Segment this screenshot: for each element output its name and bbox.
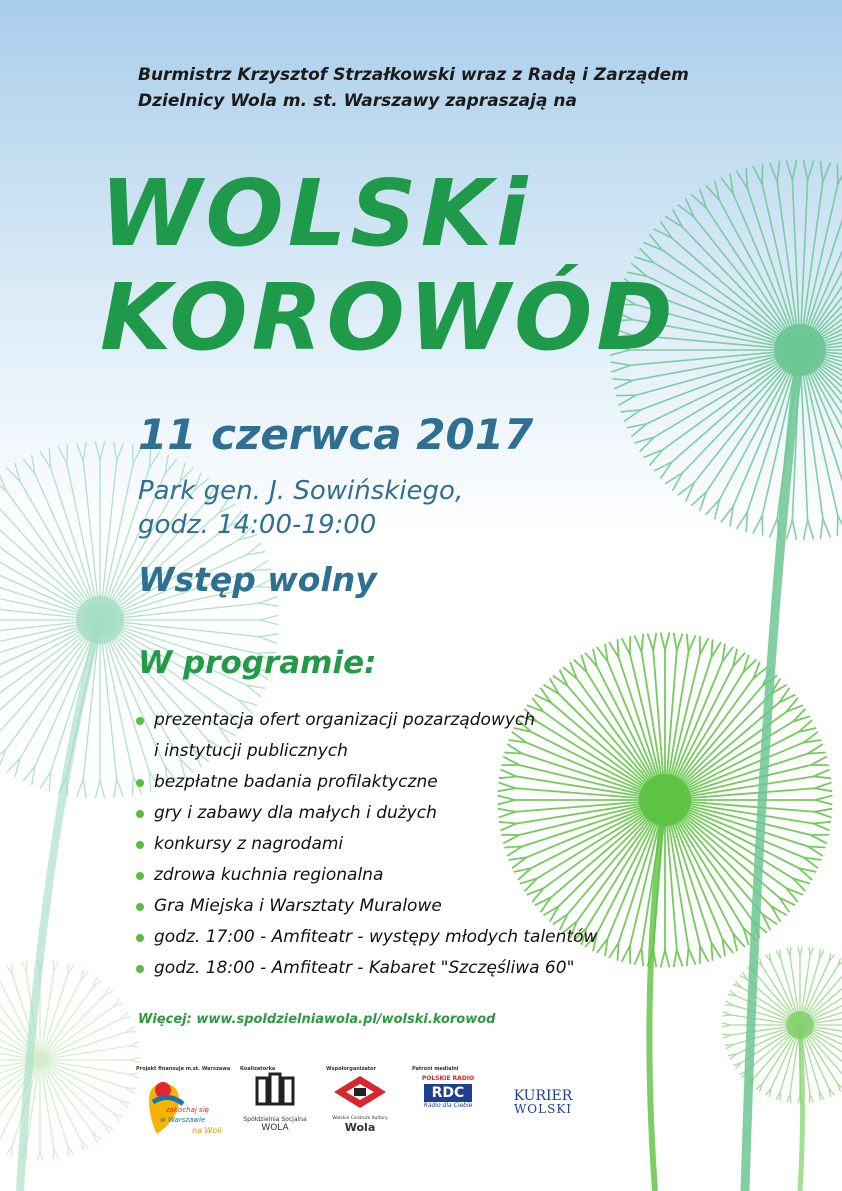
logo-kurier	[505, 1090, 581, 1115]
seed-tip	[622, 946, 630, 962]
program-item-text: zdrowa kuchnia regionalna	[154, 865, 384, 885]
seed-tip	[674, 633, 677, 651]
seed-tip	[813, 822, 831, 824]
seed-tip	[809, 947, 810, 955]
seed-tip	[634, 948, 641, 965]
seed-tip	[77, 443, 84, 461]
logo-caption: Koalizatorka	[240, 1066, 276, 1072]
seed-tip	[642, 634, 644, 652]
seed-tip	[723, 1035, 731, 1038]
seed-tip	[40, 1150, 43, 1160]
seed-tip	[259, 637, 277, 644]
seed-tip	[114, 779, 117, 798]
seed-tip	[815, 812, 832, 818]
bullet-icon	[136, 717, 144, 725]
event-title-line-2: KOROWÓD	[100, 264, 677, 371]
seed-tip	[823, 518, 831, 537]
seed-tip	[117, 443, 124, 461]
logo-caption: Projekt finansuje m.st. Warszawa	[136, 1066, 231, 1072]
seed-tip	[653, 633, 656, 651]
program-item	[136, 953, 597, 984]
program-item-continuation	[136, 736, 597, 767]
bullet-icon	[136, 779, 144, 787]
more-info-link[interactable]: Więcej: www.spoldzielniawola.pl/wolski.korowod	[138, 1012, 496, 1027]
seed-tip	[260, 620, 279, 625]
seed-ray	[35, 474, 100, 620]
seed-tip	[40, 772, 50, 788]
seed-tip	[700, 638, 708, 654]
dandelion-bottom-right	[722, 947, 842, 1103]
seed-tip	[22, 961, 26, 971]
seed-tip	[95, 780, 100, 799]
coordinator-name-2: WOLA	[261, 1123, 289, 1133]
event-date: 11 czerwca 2017	[138, 410, 534, 459]
program-item	[136, 829, 597, 860]
seed-tip	[661, 950, 665, 967]
seed-tip	[792, 520, 796, 540]
seed-tip	[614, 380, 633, 388]
seed-tip	[810, 1094, 813, 1102]
seed-tip	[820, 161, 822, 181]
seed-tip	[688, 948, 695, 965]
logo-financing	[136, 1066, 236, 1146]
seed-tip	[54, 961, 58, 971]
radio-top: POLSKIE RADIO	[421, 1075, 475, 1082]
seed-tip	[677, 633, 683, 650]
seed-tip	[688, 635, 695, 652]
seed-tip	[130, 1060, 140, 1063]
radio-name: RDC	[424, 1084, 473, 1102]
seed-ray	[40, 1060, 93, 1133]
seed-tip	[811, 835, 827, 843]
program-heading: W programie:	[138, 645, 377, 681]
event-title-line-1: WOLSKi	[100, 160, 532, 267]
seed-tip	[798, 947, 800, 955]
seed-tip	[642, 948, 644, 966]
seed-tip	[808, 846, 826, 847]
seed-tip	[622, 638, 630, 654]
place-line: Park gen. J. Sowińskiego,	[138, 476, 464, 506]
culture-center-logo-icon	[330, 1072, 390, 1112]
seed-tip	[54, 1149, 58, 1159]
seed-ray	[40, 987, 93, 1060]
cooperative-logo-icon	[253, 1072, 297, 1112]
seed-ray	[40, 1060, 68, 1146]
seed-tip	[700, 946, 708, 962]
bullet-icon	[136, 872, 144, 880]
seed-tip	[77, 779, 84, 797]
seed-tip	[815, 796, 832, 800]
seed-tip	[790, 1094, 791, 1102]
coorganizer-name-2: Wola	[344, 1121, 376, 1134]
logo-caption: Współorganizator	[326, 1066, 377, 1072]
financing-text-1: zakochaj się	[166, 1106, 209, 1114]
seed-tip	[665, 950, 669, 967]
seed-tip	[786, 520, 792, 540]
seed-ray	[40, 1007, 113, 1060]
seed-tip	[95, 441, 100, 460]
program-item-text: prezentacja ofert organizacji pozarządowych	[154, 710, 536, 730]
seed-tip	[49, 449, 50, 468]
seed-tip	[815, 809, 833, 812]
seed-tip	[53, 960, 54, 971]
bullet-icon	[136, 903, 144, 911]
seed-tip	[58, 446, 67, 463]
seed-ray	[40, 1060, 113, 1113]
radio-sub: Radio dla Ciebie	[423, 1102, 473, 1109]
program-item	[136, 860, 597, 891]
seed-tip	[68, 964, 69, 975]
seed-tip	[803, 160, 807, 180]
seed-tip	[132, 777, 133, 796]
seed-tip	[762, 164, 763, 184]
seed-tip	[260, 615, 279, 620]
seed-tip	[114, 442, 117, 461]
seed-tip	[815, 800, 832, 804]
seed-tip	[762, 516, 763, 536]
seed-ray	[40, 1060, 126, 1088]
seed-tip	[813, 769, 830, 776]
seed-tip	[83, 779, 86, 798]
seedhead-top-right	[774, 324, 826, 376]
seed-tip	[711, 639, 712, 657]
seed-tip	[617, 943, 618, 961]
logo-coorganizer	[326, 1066, 394, 1134]
seed-tip	[40, 452, 50, 468]
seed-tip	[259, 603, 278, 606]
seed-tip	[813, 823, 830, 830]
seed-tip	[823, 163, 831, 182]
seed-tip	[49, 772, 50, 791]
program-item-text: konkursy z nagrodami	[154, 834, 344, 854]
seed-tip	[837, 164, 838, 184]
seed-tip	[618, 395, 636, 405]
seed-tip	[687, 948, 689, 966]
seed-tip	[53, 1149, 54, 1160]
financing-text-3: na Woli	[192, 1126, 222, 1135]
seed-ray	[35, 620, 100, 766]
coorganizer-name-1: Wolskie Centrum Kultury	[332, 1116, 388, 1121]
seed-tip	[100, 441, 105, 460]
intro-text	[138, 62, 689, 114]
program-item	[136, 705, 597, 736]
seed-tip	[777, 161, 779, 181]
seed-tip	[132, 444, 133, 463]
seed-tip	[838, 516, 842, 534]
seed-tip	[37, 1150, 40, 1160]
program-item	[136, 891, 597, 922]
logo-coordinator	[240, 1066, 310, 1133]
seed-tip	[808, 520, 814, 540]
seedhead-bottom-right	[786, 1011, 814, 1039]
seed-tip	[687, 634, 689, 652]
program-item-text: godz. 17:00 - Amfiteatr - występy młodych talentów	[154, 927, 598, 947]
logo-radio	[412, 1066, 484, 1109]
seed-tip	[792, 160, 796, 180]
seed-ray	[40, 1032, 126, 1060]
seed-tip	[67, 444, 68, 463]
program-item	[136, 922, 597, 953]
program-list	[136, 705, 597, 984]
kurier-line-2: WOLSKI	[513, 1102, 573, 1116]
seed-tip	[259, 634, 278, 637]
intro-line: Burmistrz Krzysztof Strzałkowski wraz z Radą i Zarządem	[138, 65, 689, 85]
seed-tip	[813, 777, 831, 779]
program-item-text: gry i zabawy dla małych i dużych	[154, 803, 437, 823]
seed-tip	[722, 1015, 730, 1016]
seed-tip	[129, 1046, 140, 1047]
bullet-icon	[136, 841, 144, 849]
seed-tip	[820, 518, 822, 538]
seed-tip	[647, 633, 653, 650]
seed-tip	[787, 948, 790, 956]
program-item-text: i instytucji publicznych	[154, 741, 348, 761]
stem-bottom-right	[800, 1025, 803, 1191]
seed-tip	[815, 782, 832, 788]
seed-tip	[770, 163, 778, 182]
seed-tip	[811, 757, 827, 765]
event-place	[138, 474, 463, 542]
time-line: godz. 14:00-19:00	[138, 510, 377, 540]
seed-tip	[786, 161, 792, 181]
logo-caption: Patroni medialni	[412, 1066, 459, 1072]
seed-tip	[100, 780, 105, 799]
seedhead-left	[76, 596, 124, 644]
seed-ray	[40, 1060, 104, 1124]
seed-tip	[665, 633, 669, 650]
seed-ray	[40, 996, 104, 1060]
seed-tip	[130, 1057, 140, 1060]
seed-tip	[753, 516, 762, 534]
seed-tip	[837, 516, 838, 536]
seed-tip	[129, 1042, 139, 1046]
seed-tip	[770, 518, 778, 537]
seed-tip	[11, 1146, 12, 1157]
entry-info: Wstęp wolny	[138, 560, 377, 599]
program-item	[136, 767, 597, 798]
seed-tip	[674, 950, 677, 968]
stem-left	[20, 620, 100, 1191]
seed-tip	[126, 1088, 137, 1089]
seed-tip	[753, 166, 762, 184]
program-item-text: bezpłatne badania profilaktyczne	[154, 772, 438, 792]
seed-tip	[808, 161, 814, 181]
program-item-text: godz. 18:00 - Amfiteatr - Kabaret "Szczęśliwa 60"	[154, 958, 575, 978]
intro-line: Dzielnicy Wola m. st. Warszawy zapraszają na	[138, 91, 577, 111]
program-item-text: Gra Miejska i Warsztaty Muralowe	[154, 896, 442, 916]
seed-tip	[677, 950, 683, 967]
financing-text-2: w Warszawie	[160, 1116, 206, 1124]
seed-tip	[722, 1025, 730, 1027]
bullet-icon	[136, 934, 144, 942]
seed-tip	[26, 960, 27, 971]
coordinator-name-1: Spółdzielnia Socjalna	[243, 1116, 307, 1123]
seed-tip	[661, 633, 665, 650]
seed-tip	[815, 788, 833, 791]
seed-tip	[83, 442, 86, 461]
kurier-line-1: KURIER	[513, 1088, 573, 1104]
seed-tip	[117, 779, 124, 797]
seed-tip	[803, 520, 807, 540]
seed-tip	[612, 379, 632, 380]
bullet-icon	[136, 810, 144, 818]
program-item	[136, 798, 597, 829]
seed-tip	[634, 635, 641, 652]
seedhead-middle	[639, 774, 691, 826]
bullet-icon	[136, 965, 144, 973]
seed-ray	[40, 974, 68, 1060]
